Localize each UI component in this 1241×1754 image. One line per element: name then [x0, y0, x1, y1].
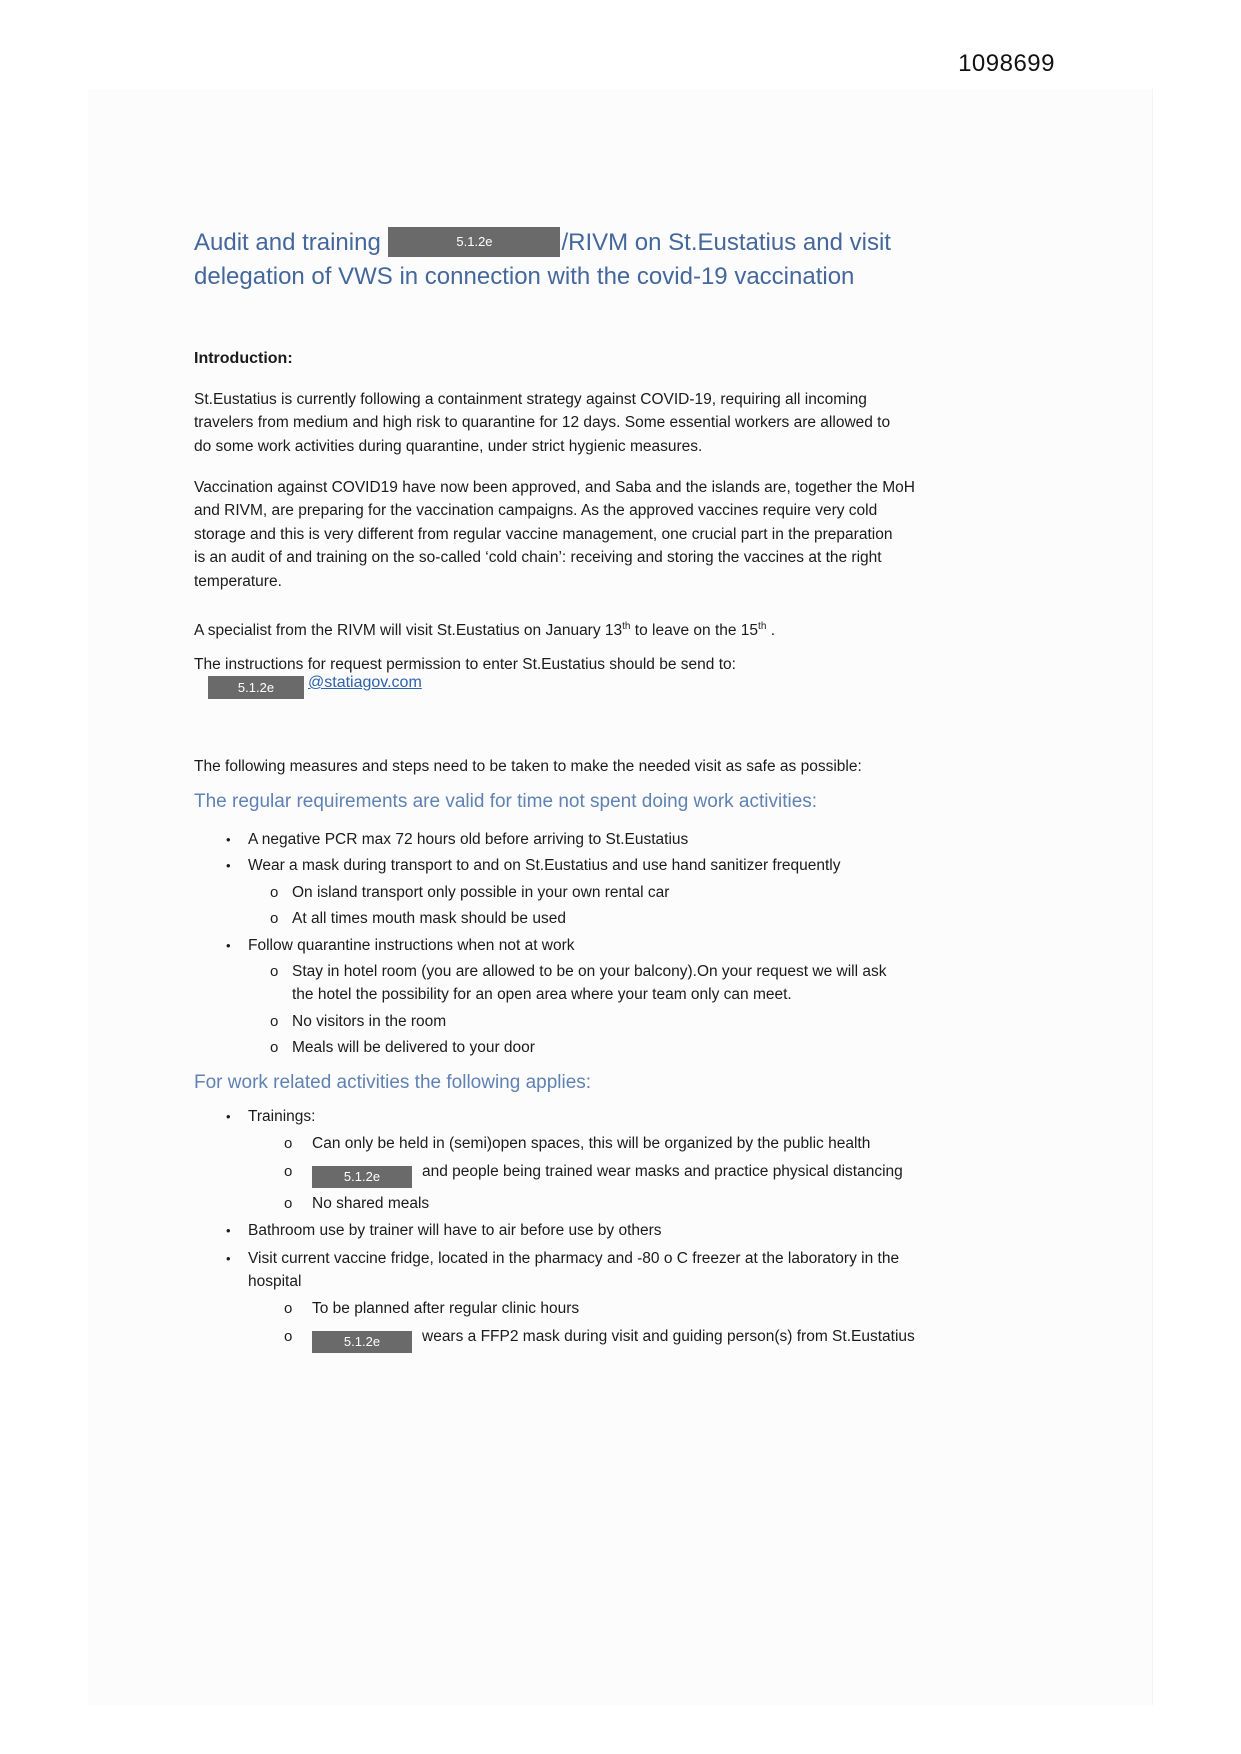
list-item: • Trainings:: [194, 1105, 1074, 1128]
bullet-line: the hotel the possibility for an open area where your team only can meet.: [292, 986, 792, 1004]
bullet-icon: •: [226, 1250, 231, 1266]
email-line: [194, 674, 422, 699]
bullet-list-work-activities: [194, 1105, 1074, 1357]
bullet-list-regular-requirements: [194, 828, 1074, 1063]
document-title: [194, 226, 934, 293]
circle-bullet-icon: o: [284, 1327, 293, 1345]
title-text-before-redaction: Audit and training: [194, 229, 388, 256]
paragraph-line: storage and this is very different from regular vaccine management, one crucial part in the preparation: [194, 525, 893, 543]
list-item: [194, 1160, 1074, 1188]
paragraph-line: St.Eustatius is currently following a containment strategy against COVID-19, requiring all incoming: [194, 391, 867, 408]
list-item: o No shared meals: [194, 1192, 1074, 1215]
title-redaction-box: [388, 227, 560, 257]
bullet-line: Stay in hotel room (you are allowed to be on your balcony).On your request we will ask: [292, 963, 887, 981]
title-text-after-redaction: /RIVM on St.Eustatius and visit: [561, 229, 891, 256]
ordinal-superscript: th: [622, 621, 631, 632]
circle-bullet-icon: o: [270, 963, 279, 981]
paragraph-line: temperature.: [194, 572, 282, 590]
list-item: [194, 960, 1074, 1007]
title-line-1: [194, 226, 934, 260]
list-item: • A negative PCR max 72 hours old before arriving to St.Eustatius: [194, 828, 1074, 851]
list-item: o To be planned after regular clinic hours: [194, 1297, 1074, 1320]
bullet-line: Visit current vaccine fridge, located in the pharmacy and -80 o C freezer at the laboratory in the: [248, 1249, 900, 1267]
section-heading-regular-requirements: The regular requirements are valid for time not spent doing work activities:: [194, 791, 818, 812]
specialist-text: .: [766, 622, 776, 640]
list-item: o Meals will be delivered to your door: [194, 1036, 1074, 1059]
inline-redaction-box: [312, 1331, 412, 1353]
paragraph-line: travelers from medium and high risk to quarantine for 12 days. Some essential workers are allowed to: [194, 414, 891, 432]
redaction-label: 5.1.2e: [237, 680, 275, 695]
ordinal-superscript: th: [758, 621, 767, 632]
list-item: • Wear a mask during transport to and on St.Eustatius and use hand sanitizer frequently: [194, 854, 1074, 877]
measures-intro-line: The following measures and steps need to be taken to make the needed visit as safe as possible:: [194, 758, 862, 775]
circle-bullet-icon: o: [284, 1194, 293, 1212]
bullet-icon: •: [226, 858, 231, 874]
email-redaction-box: [208, 676, 304, 699]
circle-bullet-icon: o: [284, 1300, 293, 1318]
circle-bullet-icon: o: [284, 1135, 293, 1153]
list-item: • Bathroom use by trainer will have to air before use by others: [194, 1219, 1074, 1242]
circle-bullet-icon: o: [270, 1039, 279, 1057]
paragraph-line: Vaccination against COVID19 have now been approved, and Saba and the islands are, together the MoH: [194, 479, 915, 496]
list-item: o On island transport only possible in your own rental car: [194, 881, 1074, 904]
section-heading-work-activities: For work related activities the following applies:: [194, 1072, 592, 1093]
list-item: [194, 1325, 1074, 1353]
list-item: • Follow quarantine instructions when not at work: [194, 934, 1074, 957]
document-number: 1098699: [958, 50, 1055, 77]
list-item: o No visitors in the room: [194, 1010, 1074, 1033]
redaction-label: 5.1.2e: [343, 1168, 381, 1184]
title-line-2: delegation of VWS in connection with the covid-19 vaccination: [194, 263, 855, 291]
inline-redaction-box: [312, 1166, 412, 1188]
specialist-visit-line: [194, 621, 775, 640]
bullet-icon: •: [226, 1109, 231, 1124]
paragraph-line: and RIVM, are preparing for the vaccination campaigns. As the approved vaccines require very cold: [194, 502, 878, 520]
bullet-icon: •: [226, 937, 231, 953]
list-item: [194, 1247, 1074, 1294]
email-link[interactable]: @statiagov.com: [308, 674, 422, 691]
bullet-line: hospital: [248, 1273, 302, 1291]
list-item: o Can only be held in (semi)open spaces, this will be organized by the public health: [194, 1132, 1074, 1155]
paragraph-line: do some work activities during quarantine, under strict hygienic measures.: [194, 437, 703, 455]
circle-bullet-icon: o: [270, 883, 279, 901]
paragraph-line: is an audit of and training on the so-called ‘cold chain’: receiving and storing the vaccines at the right: [194, 549, 882, 567]
intro-paragraph-2: [194, 476, 1074, 593]
introduction-heading: Introduction:: [194, 350, 293, 367]
circle-bullet-icon: o: [270, 910, 279, 928]
instructions-line: The instructions for request permission to enter St.Eustatius should be send to:: [194, 656, 736, 673]
circle-bullet-icon: o: [284, 1162, 293, 1180]
bullet-icon: •: [226, 832, 231, 847]
intro-paragraph-1: [194, 388, 1074, 458]
circle-bullet-icon: o: [270, 1012, 279, 1030]
bullet-icon: •: [226, 1223, 231, 1239]
redaction-label: 5.1.2e: [456, 234, 493, 250]
specialist-text: A specialist from the RIVM will visit St.Eustatius on January 13: [194, 622, 623, 640]
list-item: o At all times mouth mask should be used: [194, 907, 1074, 930]
bullet-text: and people being trained wear masks and practice physical distancing: [422, 1162, 903, 1180]
redaction-label: 5.1.2e: [343, 1333, 381, 1349]
bullet-text: wears a FFP2 mask during visit and guiding person(s) from St.Eustatius: [422, 1327, 915, 1345]
specialist-text: to leave on the 15: [630, 622, 759, 640]
